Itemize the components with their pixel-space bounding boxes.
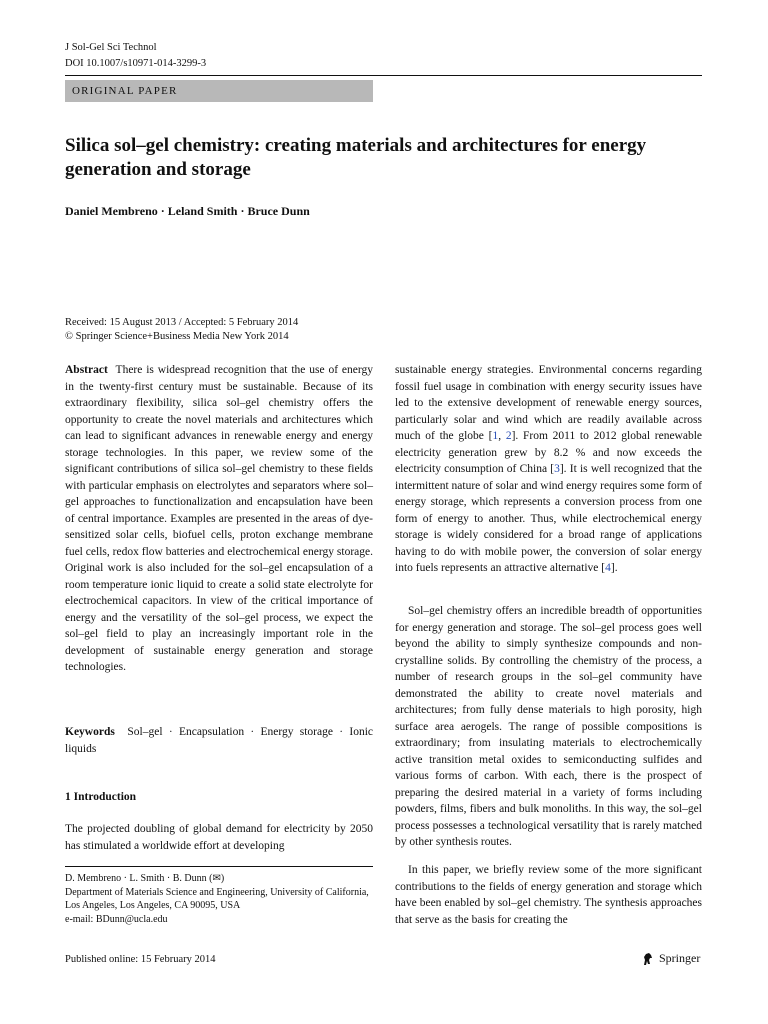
abstract-text: There is widespread recognition that the use of energy in the twenty-first century must be sustainable. Because of its extraordinary flexibility, silica sol–gel chemistry offers the opportunity to create the novel materials and architectures which can lead to significant advances in renewable energy and energy storage technologies. In this paper, we review some of the significant contributions of silica sol–gel chemistry to these fields with particular emphasis on electrolytes and separators where sol–gel approaches to functionalization and encapsulation have been of central importance. Examples are presented in the areas of dye-sensitized solar cells, biofuel cells, proton exchange membrane fuel cells, redox flow batteries and electrochemical energy storage. Original work is also included for the sol–gel encapsulation of a room temperature ionic liquid to create a solid state electrolyte for electrochemical capacitors. In view of the critical importance of energy and the versatility of the sol–gel process, we expect the sol–gel field to play an increasingly important role in the development of sustainable energy generation and storage technologies.	[65, 364, 374, 673]
text-run: sustainable energy strategies. Environmental concerns regarding fossil fuel usage in combination with energy security issues have led to the extensive development of renewable energy sources, particularly solar and wind which are readily available across much of the globe [	[395, 364, 702, 442]
citation-link[interactable]: 2	[505, 430, 512, 442]
intro-paragraph: The projected doubling of global demand for electricity by 2050 has stimulated a worldwide effort at developing	[65, 823, 373, 852]
author-list: Daniel Membreno · Leland Smith · Bruce Dunn	[65, 204, 310, 218]
text-run: ]. From 2011 to 2012 global renewable electricity generation grew by 8.2 % and now exceeds the electricity consumption of China [	[395, 430, 703, 475]
springer-horse-icon	[641, 952, 655, 966]
article-type-banner: ORIGINAL PAPER	[65, 80, 373, 102]
footnote-authors: D. Membreno · L. Smith · B. Dunn (✉)	[65, 873, 225, 884]
citation-link[interactable]: 3	[554, 463, 560, 475]
doi[interactable]: DOI 10.1007/s10971-014-3299-3	[65, 58, 207, 69]
footnote-affiliation: Department of Materials Science and Engineering, University of California, Los Angeles, Los Angeles, CA 90095, USA	[65, 886, 369, 911]
section-heading-introduction: 1 Introduction	[65, 791, 137, 803]
author-footnote	[65, 872, 373, 926]
received-accepted: Received: 15 August 2013 / Accepted: 5 February 2014	[65, 317, 299, 328]
keywords-text: Sol–gel · Encapsulation · Energy storage · Ionic liquids	[65, 726, 373, 755]
text-run: ,	[498, 430, 506, 442]
journal-header	[65, 40, 206, 72]
footnote-email[interactable]: e-mail: BDunn@ucla.edu	[65, 913, 168, 925]
right-paragraph-3: In this paper, we briefly review some of the more significant contributions to the fields of energy generation and storage which have been enabled by sol–gel chemistry. The synthesis approaches that serve as the basis for creating the	[395, 864, 702, 926]
citation-link[interactable]: 4	[605, 562, 611, 574]
publisher-logo	[641, 951, 700, 966]
footnote-rule	[65, 866, 373, 867]
keywords	[65, 724, 373, 757]
citation-link[interactable]: 1	[492, 430, 499, 442]
text-run: ]. It is well recognized that the intermittent nature of solar and wind energy requires some form of energy storage, which represents a conversion process from one form of energy to another. Thus, while electrochemical energy storage is widely considered for a broad range of applications having to do with mobile power, the conversion of solar energy into fuels represents an attractive alternative [	[395, 463, 703, 574]
publisher-name: Springer	[659, 951, 701, 965]
published-online: Published online: 15 February 2014	[65, 954, 216, 965]
journal-name: J Sol-Gel Sci Technol	[65, 42, 157, 53]
header-rule	[65, 75, 702, 76]
article-title: Silica sol–gel chemistry: creating materials and architectures for energy generation and storage	[65, 135, 647, 180]
article-dates	[65, 316, 298, 344]
copyright: © Springer Science+Business Media New York 2014	[65, 331, 289, 342]
abstract-label: Abstract	[65, 364, 108, 376]
abstract	[65, 362, 373, 676]
keywords-label: Keywords	[65, 726, 115, 738]
right-paragraph-1	[395, 362, 702, 577]
text-run: ].	[610, 562, 618, 574]
right-paragraph-2: Sol–gel chemistry offers an incredible breadth of opportunities for energy generation and storage. The sol–gel process goes well beyond the ability to simply synthesize compounds and non-crystalline solids. By controlling the chemistry of the process, a number of research groups in the sol–gel community have demonstrated the ability to create novel materials and architectures; from fully dense materials to high porosity, high surface area aerogels. The range of possible compositions is extraordinary; from insulating materials to electrochemically active transition metal oxides to semiconducting sulfides and various forms of carbon. With each, there is the prospect of preparing the desired material in a variety of forms including powders, films, fibers and bulk monoliths. In this way, the sol–gel process possesses a technological versatility that is rarely matched by other synthesis routes.	[395, 605, 702, 848]
